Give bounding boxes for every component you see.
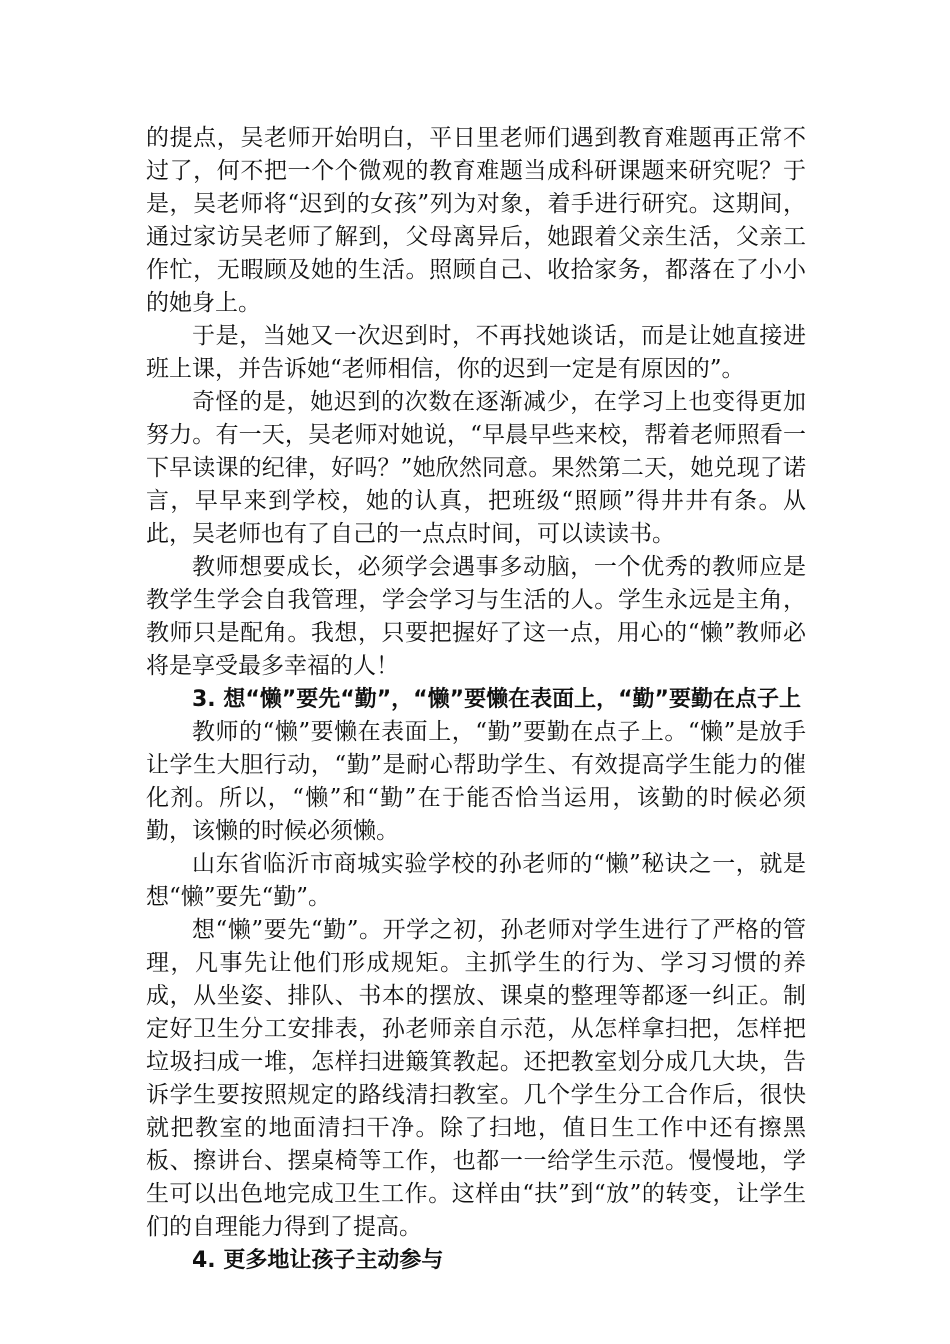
paragraph-class-management: 想“懒”要先“勤”。开学之初，孙老师对学生进行了严格的管理，凡事先让他们形成规矩。主抓学生的行为、学习习惯的养成，从坐姿、排队、书本的摆放、课桌的整理等都逐一纠正。制定好卫生分工安排表，孙老师亲自示范，从怎样拿扫把，怎样把垃圾扫成一堆，怎样扫进簸箕教起。还把教室划分成几大块，告诉学生要按照规定的路线清扫教室。几个学生分工合作后，很快就把教室的地面清扫干净。除了扫地，值日生工作中还有擦黑板、擦讲台、摆桌椅等工作，也都一一给学生示范。慢慢地，学生可以出色地完成卫生工作。这样由“扶”到“放”的转变，让学生们的自理能力得到了提高。 [146, 917, 806, 1240]
document-page [146, 122, 806, 1277]
section-heading-4: 4. 更多地让孩子主动参与 [192, 1248, 444, 1273]
paragraph-home-visit: 的提点，吴老师开始明白，平日里老师们遇到教育难题再正常不过了，何不把一个个微观的教育难题当成科研课题来研究呢？于是，吴老师将“迟到的女孩”列为对象，着手进行研究。这期间，通过家访吴老师了解到，父母离异后，她跟着父亲生活，父亲工作忙，无暇顾及她的生活。照顾自己、收拾家务，都落在了小小的她身上。 [146, 125, 806, 316]
paragraph-student-change: 奇怪的是，她迟到的次数在逐渐减少，在学习上也变得更加努力。有一天，吴老师对她说，“早晨早些来校，帮着老师照看一下早读课的纪律，好吗？”她欣然同意。果然第二天，她兑现了诺言，早早来到学校，她的认真，把班级“照顾”得井井有条。从此，吴老师也有了自己的一点点时间，可以读读书。 [146, 389, 806, 547]
paragraph-lazy-diligent: 教师的“懒”要懒在表面上，“勤”要勤在点子上。“懒”是放手让学生大胆行动，“勤”是耐心帮助学生、有效提高学生能力的催化剂。所以，“懒”和“勤”在于能否恰当运用，该勤的时候必须勤，该懒的时候必须懒。 [146, 719, 806, 844]
paragraph-sun-teacher-secret: 山东省临沂市商城实验学校的孙老师的“懒”秘诀之一，就是想“懒”要先“勤”。 [146, 851, 806, 910]
paragraph-teacher-growth: 教师想要成长，必须学会遇事多动脑，一个优秀的教师应是教学生学会自我管理，学会学习与生活的人。学生永远是主角，教师只是配角。我想，只要把握好了这一点，用心的“懒”教师必将是享受最多幸福的人！ [146, 554, 806, 679]
section-heading-3: 3. 想“懒”要先“勤”，“懒”要懒在表面上，“勤”要勤在点子上 [192, 687, 801, 712]
paragraph-teacher-trust: 于是，当她又一次迟到时，不再找她谈话，而是让她直接进班上课，并告诉她“老师相信，你的迟到一定是有原因的”。 [146, 323, 806, 382]
